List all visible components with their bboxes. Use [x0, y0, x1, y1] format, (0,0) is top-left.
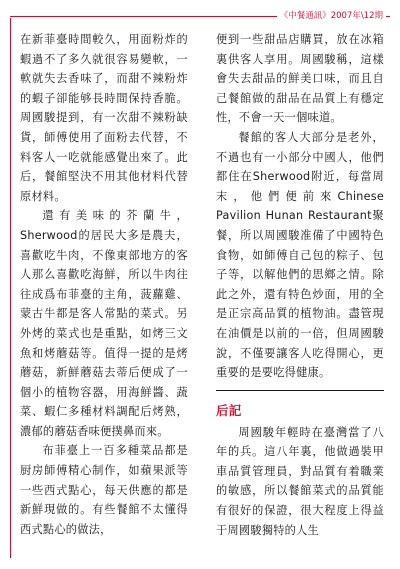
section-title: 后記 — [216, 402, 242, 418]
left-paragraph-2: 還有美味的芥蘭牛，Sherwood的居民大多是農夫，喜歡吃牛肉，不像東部地方的客人那么喜歡吃海鮮，所以牛肉往往成爲布菲臺的主角，菠蘿雞、蒙古牛都是客人常點的菜式。另外烤的菜式也是重點，如烤三文魚和烤蘑菇等。值得一提的是烤蘑菇，新鮮蘑菇去蒂后便成了一個小的植物容器，用海鮮醬、蔬菜、蝦仁多種材料調配后烤熟，濃郁的蘑菇香味便撲鼻而來。 — [20, 209, 188, 438]
section-paragraph-1: 周國駿年輕時在臺灣當了八年的兵。這八年裏，他做過裝甲車品質管理員，對品質有着職業的敏感，所以餐館菜式的品質能有很好的保證，很大程度上得益于周國駿獨特的人生 — [216, 425, 384, 537]
section-divider — [216, 390, 384, 391]
header-title: 《中餐通訊》2007年\12期 — [277, 10, 386, 22]
left-paragraph-3: 布菲臺上一百多種菜品都是厨房師傅精心制作，如蘋果派等一些西式點心，每天供應的都是新鮮現做的。有些餐館不太懂得西式點心的做法， — [20, 444, 188, 536]
left-column — [20, 30, 188, 539]
page-left-border — [10, 18, 11, 558]
right-column — [216, 30, 384, 540]
left-paragraph-1: 在新菲臺時間較久，用面粉炸的蝦過不了多久就很容易變軟，一軟就失去香味了，而甜不辣粉炸的蝦子卻能够長時間保持香脆。周國駿提到，有一次甜不辣粉缺貨，師傅使用了面粉去代替，不料客人一吃就能感覺出來了。此后，餐館堅決不用其他材料代替原材料。 — [20, 33, 188, 203]
page-header — [10, 10, 390, 22]
right-paragraph-2: 餐館的客人大部分是老外，不過也有一小部分中國人，他們都住在Sherwood附近，每當周末，他們便前來Chinese Pavilion Hunan Restaurant聚餐，所以周國駿准備了中國特色食物，如師傅自己包的粽子、包子等，以解他們的思鄉之情。除此之外，還有特色炒面，用的全是正宗高品質的植物油。盡管現在油價是以前的一倍，但周國駿說，不僅要讓客人吃得開心，更重要的是要吃得健康。 — [216, 130, 384, 380]
right-paragraph-1: 便到一些甜品店購買，放在冰箱裏供客人享用。周國駿稱，這樣會失去甜品的鮮美口味，而且自己餐館做的甜品在品質上有穩定性，不會一天一個味道。 — [216, 33, 384, 125]
